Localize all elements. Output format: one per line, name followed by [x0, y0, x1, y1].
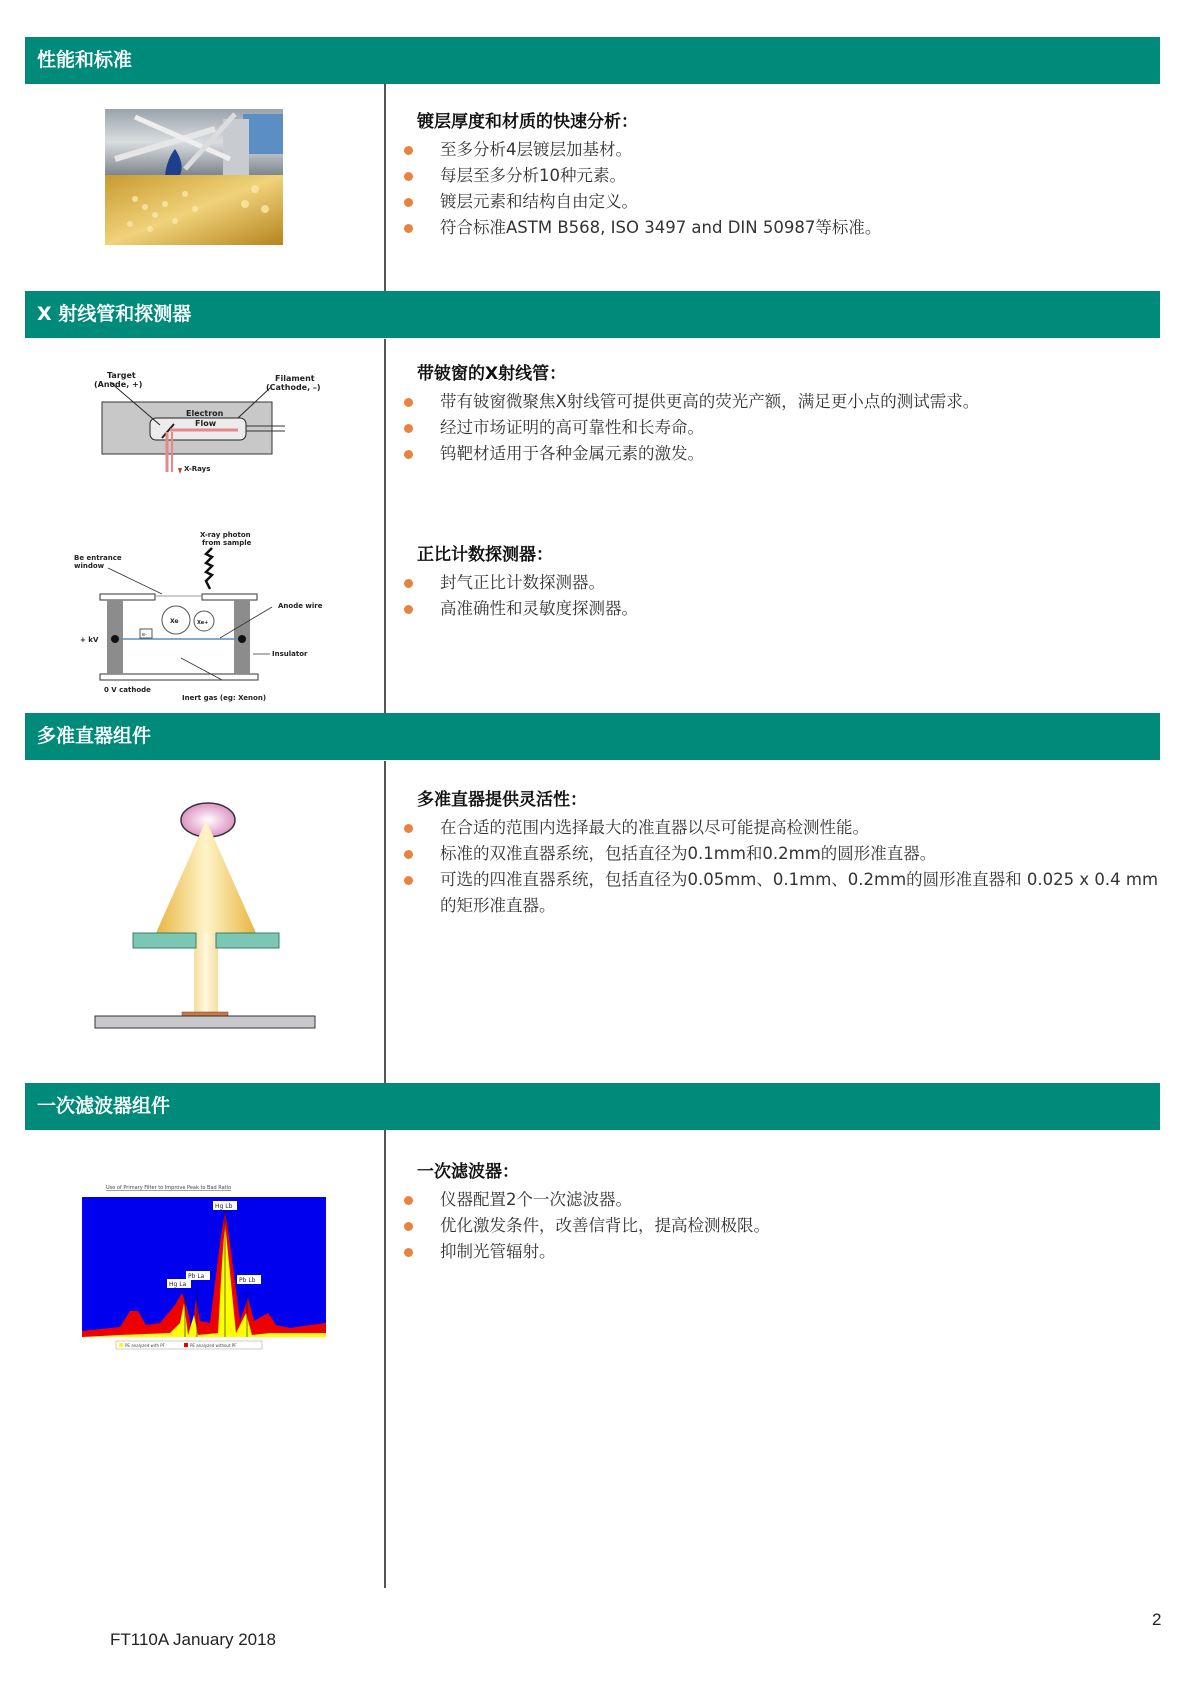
- bullet-dot-icon: [404, 876, 413, 885]
- section-header-multi-collimator: 多准直器组件: [25, 713, 1160, 760]
- bullet-item: 高准确性和灵敏度探测器。: [400, 596, 1160, 622]
- bullet-item: 每层至多分析10种元素。: [400, 163, 1160, 189]
- column-divider: [384, 761, 386, 1083]
- bullet-dot-icon: [404, 850, 413, 859]
- primary-filter-spectrum: [80, 1183, 340, 1358]
- svg-text:Inert gas (eg: Xenon): Inert gas (eg: Xenon): [182, 694, 267, 702]
- bullet-item: 优化激发条件，改善信背比，提高检测极限。: [400, 1213, 1160, 1239]
- svg-text:X-Rays: X-Rays: [184, 465, 211, 473]
- bullet-item: 在合适的范围内选择最大的准直器以尽可能提高检测性能。: [400, 815, 1160, 841]
- bullet-dot-icon: [404, 172, 413, 181]
- document-footer: FT110A January 2018: [110, 1630, 277, 1649]
- svg-text:from sample: from sample: [202, 539, 252, 547]
- svg-text:PE analyzed with PF: PE analyzed with PF: [125, 1343, 165, 1348]
- svg-text:Pb Lb: Pb Lb: [239, 1277, 256, 1284]
- column-divider: [384, 1130, 386, 1588]
- column-divider: [384, 339, 386, 713]
- bullet-dot-icon: [404, 824, 413, 833]
- svg-text:window: window: [74, 562, 105, 570]
- svg-text:X-ray photon: X-ray photon: [200, 531, 251, 539]
- bullet-dot-icon: [404, 424, 413, 433]
- svg-text:PE analyzed without PF: PE analyzed without PF: [190, 1343, 237, 1348]
- bullet-dot-icon: [404, 450, 413, 459]
- bullet-item: 符合标准ASTM B568, ISO 3497 and DIN 50987等标准。: [400, 215, 1160, 241]
- bullet-dot-icon: [404, 398, 413, 407]
- svg-text:(Anode, +): (Anode, +): [94, 380, 143, 389]
- bullet-dot-icon: [404, 1222, 413, 1231]
- bullet-item: 封气正比计数探测器。: [400, 570, 1160, 596]
- bullet-item: 经过市场证明的高可靠性和长寿命。: [400, 415, 1160, 441]
- block-heading: 多准直器提供灵活性：: [417, 790, 587, 810]
- bullet-dot-icon: [404, 198, 413, 207]
- bullet-item: 至多分析4层镀层加基材。: [400, 137, 1160, 163]
- collimator-diagram: [90, 800, 330, 1040]
- svg-text:Filament: Filament: [275, 374, 315, 383]
- proportional-counter-diagram: [70, 528, 340, 708]
- bullet-item: 抑制光管辐射。: [400, 1239, 1160, 1265]
- svg-text:e-: e-: [142, 632, 147, 638]
- section-2-block-1: [400, 362, 1160, 467]
- svg-text:Target: Target: [107, 371, 136, 380]
- bullet-dot-icon: [404, 1248, 413, 1257]
- bullet-item: 钨靶材适用于各种金属元素的激发。: [400, 441, 1160, 467]
- page-number: 2: [1152, 1610, 1162, 1629]
- svg-text:Anode wire: Anode wire: [278, 602, 323, 610]
- block-heading: 带铍窗的X射线管：: [417, 364, 567, 384]
- bullet-item: 镀层元素和结构自由定义。: [400, 189, 1160, 215]
- svg-text:Hg La: Hg La: [169, 1281, 187, 1288]
- section-1-content: [400, 110, 1160, 241]
- svg-text:Xe: Xe: [170, 618, 179, 625]
- bullet-item: 可选的四准直器系统，包括直径为0.05mm、0.1mm、0.2mm的圆形准直器和 0.025 x 0.4 mm的矩形准直器。: [400, 867, 1160, 919]
- svg-text:Flow: Flow: [195, 419, 217, 428]
- bullet-dot-icon: [404, 1196, 413, 1205]
- bullet-item: 仪器配置2个一次滤波器。: [400, 1187, 1160, 1213]
- svg-text:(Cathode, –): (Cathode, –): [266, 383, 321, 392]
- block-heading: 一次滤波器：: [417, 1162, 519, 1182]
- bullet-dot-icon: [404, 146, 413, 155]
- section-header-xray-tube-detector: X 射线管和探测器: [25, 291, 1160, 338]
- section-4-content: [400, 1160, 1160, 1265]
- svg-text:0 V cathode: 0 V cathode: [104, 686, 151, 694]
- column-divider: [384, 84, 386, 291]
- bullet-item: 标准的双准直器系统，包括直径为0.1mm和0.2mm的圆形准直器。: [400, 841, 1160, 867]
- svg-text:Pb La: Pb La: [188, 1273, 205, 1280]
- section-header-performance: 性能和标准: [25, 37, 1160, 84]
- bullet-dot-icon: [404, 579, 413, 588]
- xray-tube-diagram: [70, 370, 340, 480]
- bullet-item: 带有铍窗微聚焦X射线管可提供更高的荧光产额，满足更小点的测试需求。: [400, 389, 1160, 415]
- svg-text:Insulator: Insulator: [272, 650, 308, 658]
- block-heading: 镀层厚度和材质的快速分析：: [417, 112, 638, 132]
- svg-text:Hg Lb: Hg Lb: [215, 1203, 233, 1210]
- svg-text:+ kV: + kV: [80, 636, 99, 644]
- svg-text:Xe+: Xe+: [197, 620, 209, 626]
- plating-photo: [105, 109, 283, 245]
- svg-text:Electron: Electron: [186, 409, 224, 418]
- block-heading: 正比计数探测器：: [417, 545, 553, 565]
- section-2-block-2: [400, 543, 1160, 622]
- svg-text:Be entrance: Be entrance: [74, 554, 122, 562]
- section-3-content: [400, 788, 1160, 919]
- svg-text:Use of Primary Filter to Impro: Use of Primary Filter to Improve Peak to Bad Ratio: [106, 1185, 232, 1191]
- bullet-dot-icon: [404, 605, 413, 614]
- bullet-dot-icon: [404, 224, 413, 233]
- section-header-primary-filter: 一次滤波器组件: [25, 1083, 1160, 1130]
